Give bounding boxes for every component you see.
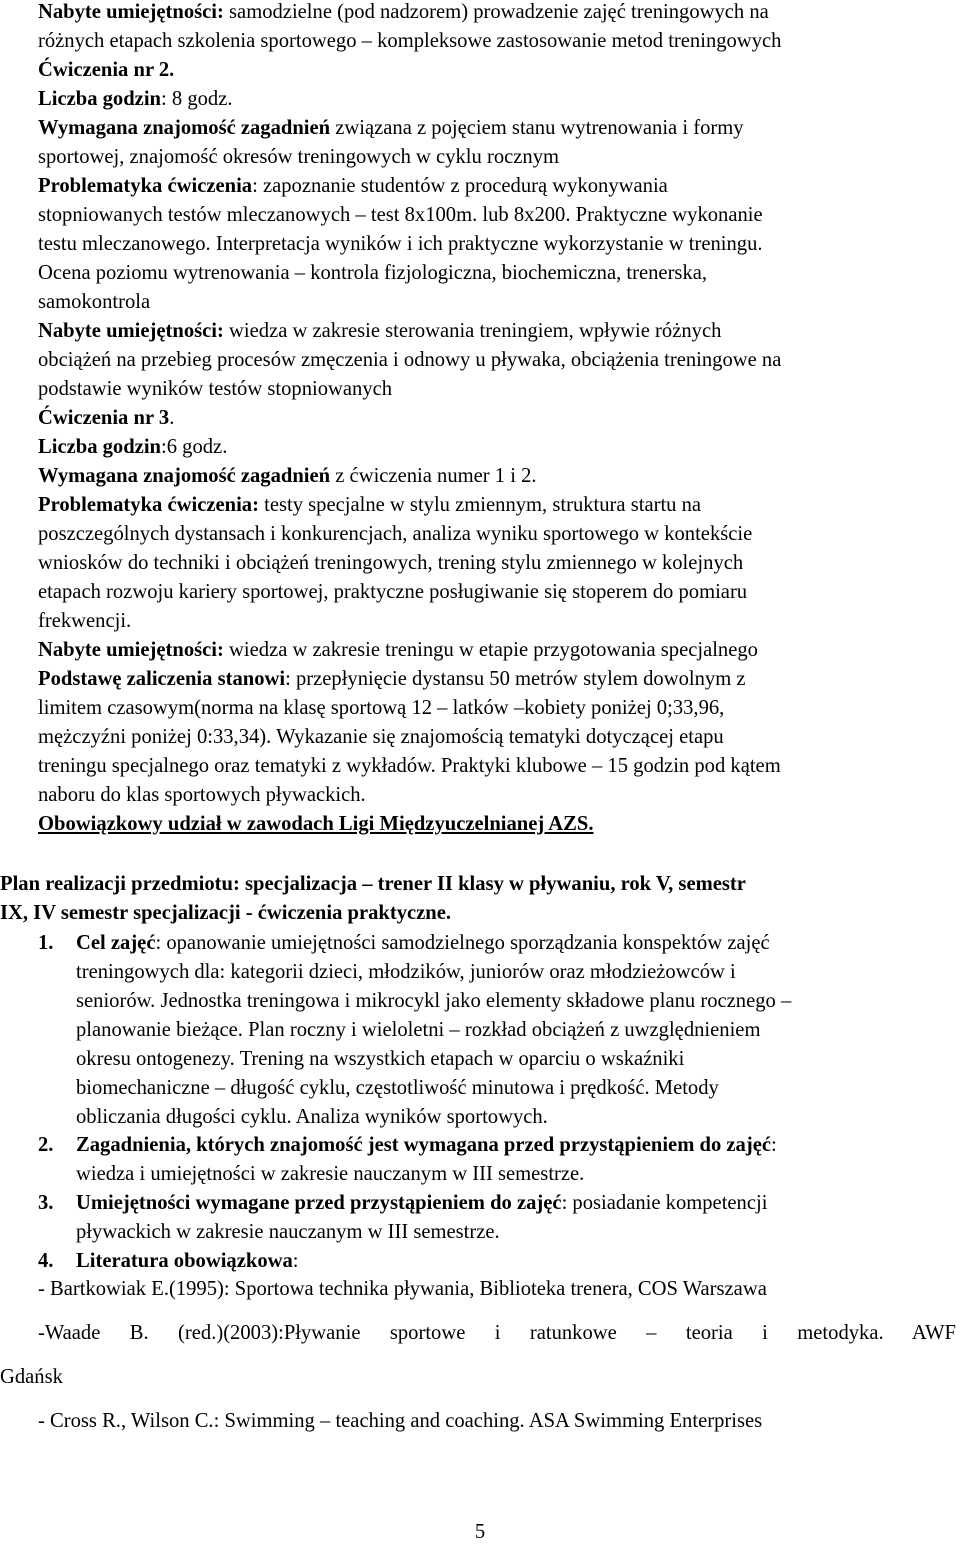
plan-heading-line: IX, IV semestr specjalizacji - ćwiczenia praktyczne.: [0, 902, 452, 924]
text-line: [38, 56, 174, 85]
text-run: treningowych dla: kategorii dzieci, młodzików, juniorów oraz młodzieżowców i: [76, 961, 736, 983]
text-run: stopniowanych testów mleczanowych – test 8x100m. lub 8x200. Praktyczne wykonanie: [38, 204, 763, 226]
bold-label: Wymagana znajomość zagadnień: [38, 117, 331, 139]
text-run: poszczególnych dystansach i konkurencjach, analiza wyniku sportowego w kontekście: [38, 523, 753, 545]
bold-label: Ćwiczenia nr 3: [38, 407, 170, 429]
text-line: [38, 520, 752, 549]
text-line: [38, 607, 131, 636]
literature-entry: - Cross R., Wilson C.: Swimming – teaching and coaching. ASA Swimming Enterprises: [38, 1410, 763, 1432]
text-run: planowanie bieżące. Plan roczny i wieloletni – rozkład obciążeń z uwzględnieniem: [76, 1019, 761, 1041]
text-line: [38, 491, 701, 520]
page-number: 5: [474, 1521, 486, 1543]
text-line: [38, 143, 559, 172]
text-line: [38, 781, 366, 810]
text-run: testu mleczanowego. Interpretacja wyników i ich praktyczne wykorzystanie w treningu.: [38, 233, 763, 255]
text-run: podstawie wyników testów stopniowanych: [38, 378, 393, 400]
text-line: [38, 0, 769, 27]
text-run: wniosków do techniki i obciążeń treningowych, trening stylu zmiennego w kolejnych: [38, 552, 744, 574]
bold-label: Liczba godzin: [38, 88, 161, 110]
list-number: 1.: [38, 932, 54, 954]
text-line: [38, 317, 721, 346]
text-line: [76, 929, 770, 958]
text-run: .: [169, 407, 175, 429]
text-run: etapach rozwoju kariery sportowej, praktyczne posługiwanie się stoperem do pomiaru: [38, 581, 748, 603]
text-line: [38, 27, 781, 56]
text-run: obliczania długości cyklu. Analiza wyników sportowych.: [76, 1106, 548, 1128]
list-number: 2.: [38, 1134, 54, 1156]
plan-heading-line: Plan realizacji przedmiotu: specjalizacja – trener II klasy w pływaniu, rok V, semestr: [0, 873, 746, 895]
text-line: [76, 1045, 684, 1074]
bold-label: Literatura obowiązkowa: [76, 1250, 293, 1272]
text-line: [38, 230, 763, 259]
text-run: związana z pojęciem stanu wytrenowania i formy: [330, 117, 744, 139]
text-run: :: [292, 1250, 299, 1272]
literature-entry: - Bartkowiak E.(1995): Sportowa technika pływania, Biblioteka trenera, COS Warszawa: [38, 1278, 767, 1300]
text-run: :: [770, 1134, 777, 1156]
text-run: treningu specjalnego oraz tematyki z wykładów. Praktyki klubowe – 15 godzin pod kątem: [38, 755, 781, 777]
text-line: [76, 987, 791, 1016]
text-line: [38, 433, 227, 462]
bold-label: Nabyte umiejętności:: [38, 320, 224, 342]
text-line: [38, 462, 537, 491]
bold-label: Wymagana znajomość zagadnień: [38, 465, 331, 487]
text-run: : posiadanie kompetencji: [561, 1192, 768, 1214]
bold-label: Problematyka ćwiczenia:: [38, 494, 259, 516]
text-run: wiedza i umiejętności w zakresie nauczanym w III semestrze.: [76, 1163, 585, 1185]
text-line: [38, 549, 743, 578]
text-line: [76, 958, 736, 987]
text-run: okresu ontogenezy. Trening na wszystkich etapach w oparciu o wskaźniki: [76, 1048, 685, 1070]
bold-label: Zagadnienia, których znajomość jest wymagana przed przystąpieniem do zajęć: [76, 1134, 771, 1156]
text-run: frekwencji.: [38, 610, 132, 632]
text-run: samokontrola: [38, 291, 151, 313]
text-line: [76, 1160, 584, 1189]
text-line: [38, 810, 593, 839]
text-run: wiedza w zakresie sterowania treningiem, wpływie różnych: [223, 320, 722, 342]
text-run: seniorów. Jednostka treningowa i mikrocykl jako elementy składowe planu rocznego –: [76, 990, 792, 1012]
text-line: [38, 578, 747, 607]
text-run: biomechaniczne – długość cyklu, częstotliwość minutowa i prędkość. Metody: [76, 1077, 719, 1099]
bold-label: Nabyte umiejętności:: [38, 1, 224, 23]
bold-label: Nabyte umiejętności:: [38, 639, 224, 661]
text-line: [38, 694, 724, 723]
literature-entry: -Waade B. (red.)(2003):Pływanie sportowe i ratunkowe – teoria i metodyka. AWF: [38, 1322, 956, 1344]
text-run: sportowej, znajomość okresów treningowych w cyklu rocznym: [38, 146, 560, 168]
text-line: [38, 346, 781, 375]
text-line: [76, 1189, 767, 1218]
text-line: [38, 375, 392, 404]
text-line: [38, 723, 724, 752]
text-line: [38, 201, 763, 230]
bold-label: Umiejętności wymagane przed przystąpieniem do zajęć: [76, 1192, 562, 1214]
list-number: 3.: [38, 1192, 54, 1214]
text-line: [38, 114, 744, 143]
text-line: [76, 1218, 500, 1247]
text-run: Ocena poziomu wytrenowania – kontrola fizjologiczna, biochemiczna, trenerska,: [38, 262, 708, 284]
text-run: : zapoznanie studentów z procedurą wykonywania: [252, 175, 668, 197]
text-line: [38, 172, 668, 201]
text-line: [76, 1131, 777, 1160]
bold-label: Ćwiczenia nr 2.: [38, 59, 175, 81]
text-run: obciążeń na przebieg procesów zmęczenia i odnowy u pływaka, obciążenia treningowe na: [38, 349, 782, 371]
text-line: [38, 404, 174, 433]
text-run: wiedza w zakresie treningu w etapie przygotowania specjalnego: [223, 639, 758, 661]
text-line: [38, 85, 233, 114]
text-line: [38, 636, 758, 665]
text-line: [38, 288, 150, 317]
text-line: [76, 1247, 299, 1276]
text-line: [38, 752, 781, 781]
text-run: z ćwiczenia numer 1 i 2.: [330, 465, 537, 487]
text-run: : 8 godz.: [161, 88, 233, 110]
text-run: limitem czasowym(norma na klasę sportową 12 – latków –kobiety poniżej 0;33,96,: [38, 697, 725, 719]
bold-label: Cel zajęć: [76, 932, 156, 954]
literature-entry-continuation: Gdańsk: [0, 1366, 63, 1388]
text-line: [38, 259, 707, 288]
list-number: 4.: [38, 1250, 54, 1272]
text-run: różnych etapach szkolenia sportowego – kompleksowe zastosowanie metod treningowych: [38, 30, 782, 52]
text-run: naboru do klas sportowych pływackich.: [38, 784, 366, 806]
text-run: : przepłynięcie dystansu 50 metrów stylem dowolnym z: [285, 668, 746, 690]
bold-label: Obowiązkowy udział w zawodach Ligi Międzyuczelnianej AZS.: [38, 813, 594, 835]
text-run: : opanowanie umiejętności samodzielnego sporządzania konspektów zajęć: [155, 932, 770, 954]
text-run: mężczyźni poniżej 0:33,34). Wykazanie się znajomością tematyki dotyczącej etapu: [38, 726, 724, 748]
text-line: [76, 1016, 760, 1045]
text-line: [38, 665, 746, 694]
bold-label: Problematyka ćwiczenia: [38, 175, 253, 197]
text-line: [76, 1074, 719, 1103]
text-run: testy specjalne w stylu zmiennym, struktura startu na: [258, 494, 702, 516]
text-line: [76, 1103, 548, 1132]
bold-label: Liczba godzin: [38, 436, 161, 458]
text-run: samodzielne (pod nadzorem) prowadzenie zajęć treningowych na: [223, 1, 769, 23]
text-run: pływackich w zakresie nauczanym w III semestrze.: [76, 1221, 500, 1243]
bold-label: Podstawę zaliczenia stanowi: [38, 668, 286, 690]
text-run: :6 godz.: [161, 436, 228, 458]
